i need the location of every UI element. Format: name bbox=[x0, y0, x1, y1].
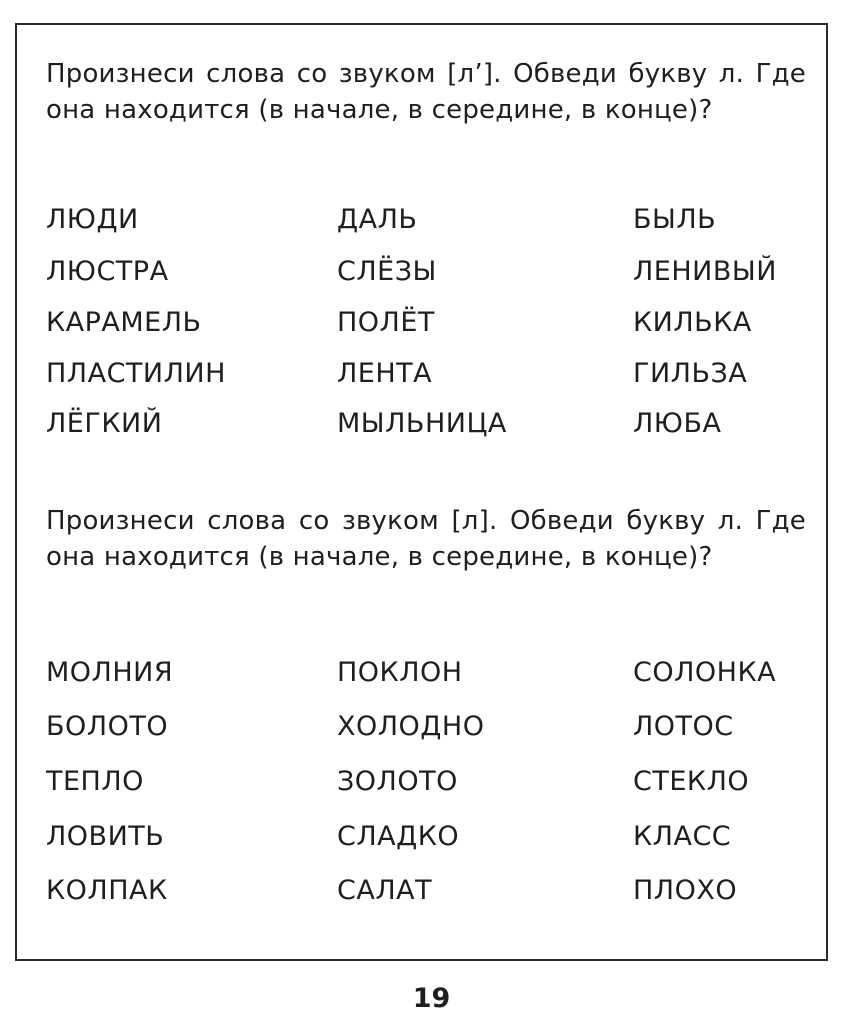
word-item: ПЛАСТИЛИН bbox=[46, 358, 226, 389]
word-item: КАРАМЕЛЬ bbox=[46, 307, 202, 338]
word-item: ПЛОХО bbox=[633, 875, 738, 906]
word-item: КЛАСС bbox=[633, 821, 732, 852]
page-number: 19 bbox=[412, 983, 451, 1014]
word-item: САЛАТ bbox=[337, 875, 433, 906]
word-item: ЛЮДИ bbox=[46, 204, 139, 235]
word-item: ЛЕНИВЫЙ bbox=[633, 256, 777, 287]
word-item: ЛЁГКИЙ bbox=[46, 408, 163, 439]
instruction-soft-l: Произнеси слова со звуком [л’]. Обведи букву л. Где она находится (в начале, в середине, в конце)? bbox=[46, 59, 806, 125]
word-item: ЛЮБА bbox=[633, 408, 722, 439]
word-item: ГИЛЬЗА bbox=[633, 358, 748, 389]
word-item: МОЛНИЯ bbox=[46, 657, 174, 688]
word-item: СЛЁЗЫ bbox=[337, 256, 437, 287]
word-item: ЛЮСТРА bbox=[46, 256, 169, 287]
word-item: ПОКЛОН bbox=[337, 657, 463, 688]
word-item: ТЕПЛО bbox=[46, 766, 144, 797]
word-item: БЫЛЬ bbox=[633, 204, 717, 235]
word-item: БОЛОТО bbox=[46, 711, 169, 742]
word-item: СЛАДКО bbox=[337, 821, 460, 852]
word-item: ПОЛЁТ bbox=[337, 307, 435, 338]
word-item: ЛОВИТЬ bbox=[46, 821, 165, 852]
word-item: СОЛОНКА bbox=[633, 657, 777, 688]
word-item: ЗОЛОТО bbox=[337, 766, 458, 797]
instruction-hard-l: Произнеси слова со звуком [л]. Обведи букву л. Где она находится (в начале, в середине, в конце)? bbox=[46, 506, 806, 572]
word-item: ЛОТОС bbox=[633, 711, 734, 742]
word-item: ХОЛОДНО bbox=[337, 711, 485, 742]
word-item: КИЛЬКА bbox=[633, 307, 752, 338]
word-item: ДАЛЬ bbox=[337, 204, 418, 235]
word-item: КОЛПАК bbox=[46, 875, 168, 906]
word-item: ЛЕНТА bbox=[337, 358, 433, 389]
word-item: МЫЛЬНИЦА bbox=[337, 408, 507, 439]
word-item: СТЕКЛО bbox=[633, 766, 750, 797]
